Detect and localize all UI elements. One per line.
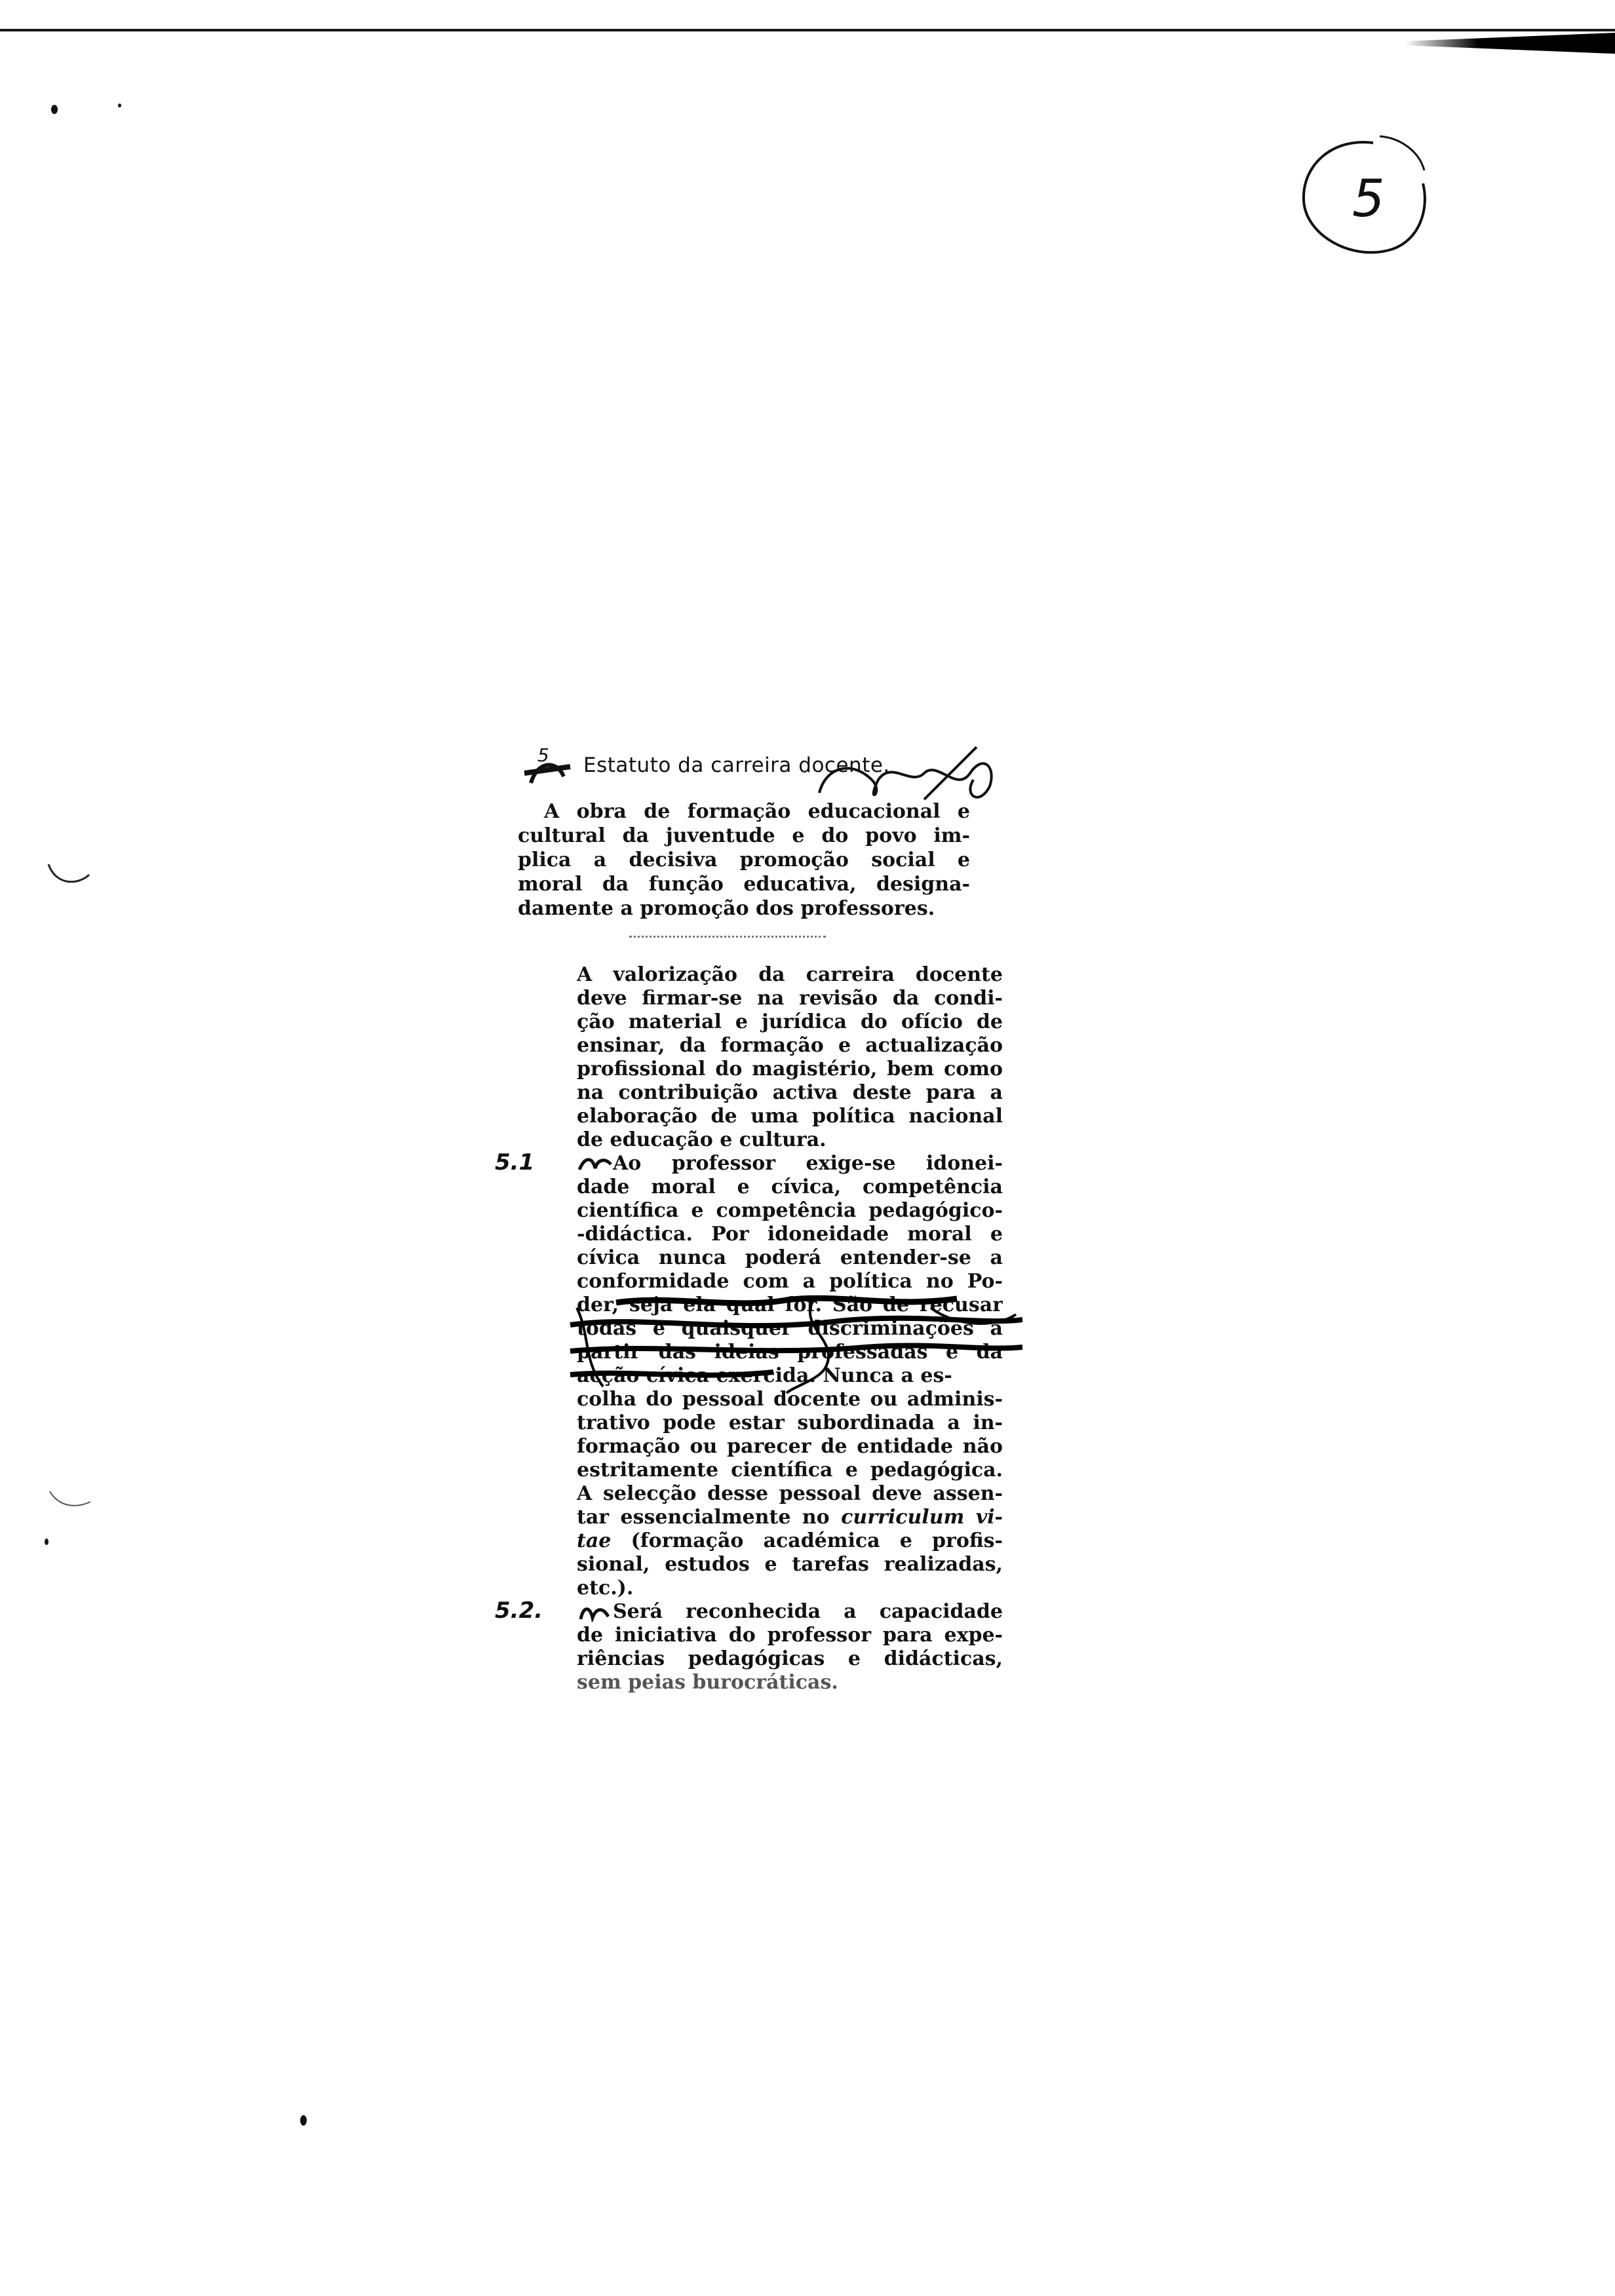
item-5-1 [495, 1149, 1003, 1600]
intro-line: damente a promoção dos professores. [518, 897, 935, 920]
item-text: Ao professor exige-se idonei- [613, 1152, 1003, 1175]
item-line: trativo pode estar subordinada a in- [577, 1411, 1003, 1434]
intro-paragraph [518, 799, 970, 921]
item-line: formação ou parecer de entidade não [577, 1435, 1003, 1458]
item-number: 5.2. [495, 1598, 543, 1624]
item-number: 5.1 [495, 1149, 535, 1176]
paragraph-line: ensinar, da formação e actualização [577, 1034, 1003, 1057]
struck-line: todas e quaisquer discriminações a [577, 1317, 1003, 1340]
italic-term: curriculum vi- [841, 1506, 1003, 1529]
paragraph-line: A valorização da carreira docente [577, 963, 1003, 986]
intro-line: cultural da juventude e do povo im- [518, 824, 970, 847]
item-line [577, 1600, 1003, 1624]
item-line [577, 1529, 1003, 1553]
item-line: colha do pessoal docente ou adminis- [577, 1388, 1003, 1411]
valorizacao-paragraph [577, 963, 1003, 1152]
page-number-text: 5 [1352, 170, 1385, 229]
item-line: de iniciativa do professor para expe- [577, 1624, 1003, 1647]
paragraph-line: ção material e jurídica do ofício de [577, 1010, 1003, 1033]
section-title: Estatuto da carreira docente. [583, 754, 890, 777]
scan-speck [51, 105, 58, 114]
scan-speck [300, 2115, 307, 2126]
intro-line: A obra de formação educacional e [544, 800, 970, 823]
item-line: dade moral e cívica, competência [577, 1176, 1003, 1198]
italic-term: tae [577, 1529, 612, 1552]
handwritten-scribble-mark [577, 1155, 613, 1174]
item-line: estritamente científica e pedagógica. [577, 1459, 1003, 1482]
paragraph-line: deve firmar-se na revisão da condi- [577, 987, 1003, 1010]
struck-line: der, seja ela qual for. São de recusar [577, 1293, 1003, 1316]
item-line: científica e competência pedagógico- [577, 1199, 1003, 1222]
scan-speck [118, 104, 121, 107]
struck-line [577, 1364, 1003, 1388]
item-line: sem peias burocráticas. [577, 1671, 838, 1694]
body-text [495, 963, 1003, 1694]
section-heading [518, 747, 996, 793]
paragraph-line: na contribuição activa deste para a [577, 1081, 1003, 1104]
handwritten-page-number [1294, 131, 1432, 262]
item-line: A selecção desse pessoal deve assen- [577, 1482, 1003, 1505]
struck-text: acção cívica exercida. [577, 1364, 816, 1387]
item-text: Nunca a es- [823, 1364, 952, 1387]
struck-through-passage [577, 1293, 1003, 1388]
handwritten-section-number [518, 747, 583, 793]
intro-line: plica a decisiva promoção social e [518, 849, 970, 871]
item-5-2 [495, 1598, 1003, 1694]
item-line: sional, estudos e tarefas realizadas, [577, 1553, 1003, 1576]
item-line: -didáctica. Por idoneidade moral e [577, 1223, 1003, 1246]
paragraph-line: profissional do magistério, bem como [577, 1058, 1003, 1081]
paragraph-line: elaboração de uma política nacional [577, 1105, 1003, 1128]
section-number-text: 5 [537, 747, 549, 766]
handwritten-scribble-mark [577, 1603, 613, 1622]
item-text: Será reconhecida a capacidade [613, 1600, 1003, 1623]
item-line: etc.). [577, 1577, 634, 1599]
margin-arc-mark [47, 1487, 93, 1514]
dotted-separator [629, 936, 826, 944]
paragraph-line: de educação e cultura. [577, 1128, 827, 1151]
item-line: conformidade com a política no Po- [577, 1270, 1003, 1293]
margin-arc-mark [46, 862, 92, 888]
top-scan-edge [0, 29, 1615, 31]
intro-line: moral da função educativa, designa- [518, 873, 970, 896]
item-text: (formação académica e profis- [631, 1529, 1003, 1552]
struck-line: partir das ideias professadas e da [577, 1341, 1003, 1364]
scan-speck [45, 1539, 49, 1545]
item-line [577, 1506, 1003, 1529]
item-line [577, 1152, 1003, 1176]
item-line: cívica nunca poderá entender-se a [577, 1246, 1003, 1269]
item-line: riências pedagógicas e didácticas, [577, 1647, 1003, 1670]
top-scan-shadow [1405, 33, 1615, 54]
item-text: tar essencialmente no [577, 1506, 830, 1529]
